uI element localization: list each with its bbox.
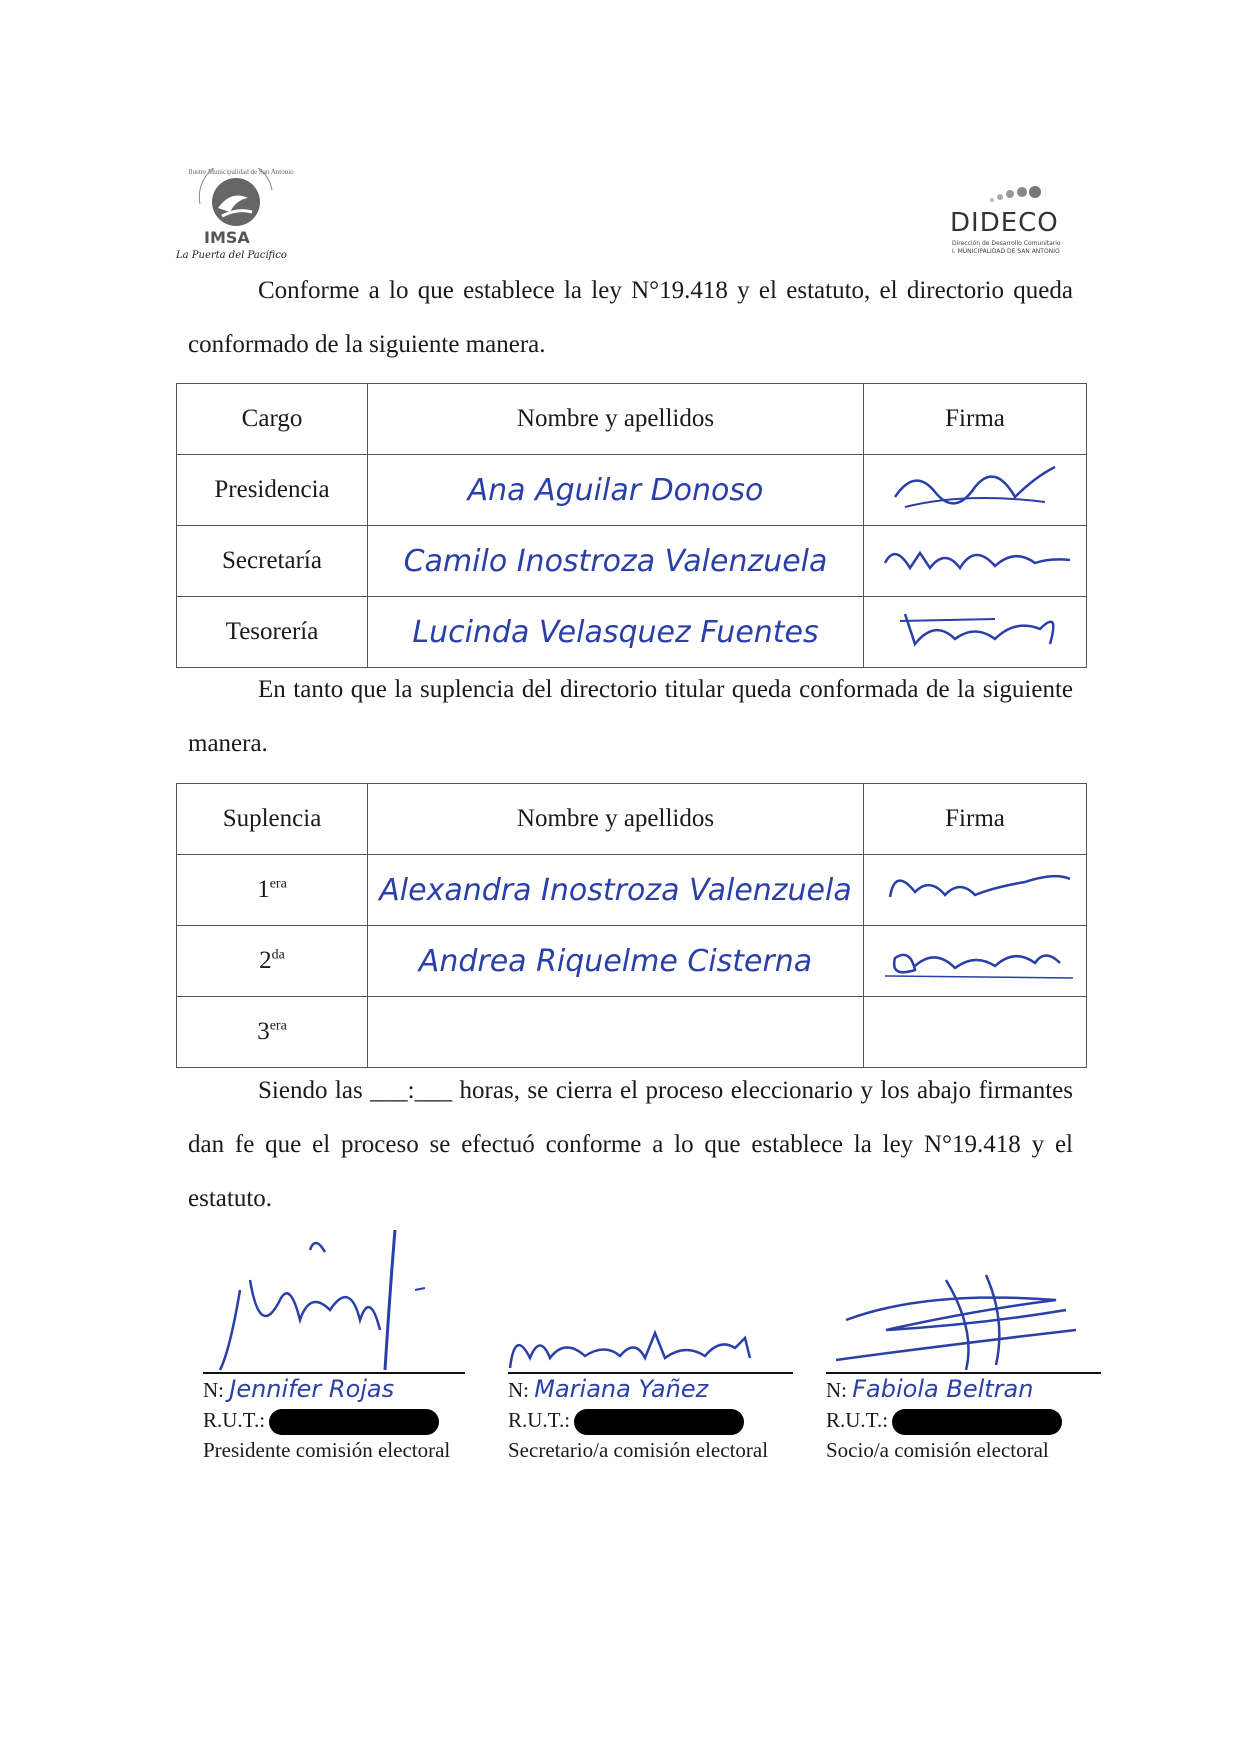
firma-cell	[864, 526, 1087, 597]
logo-name: IMSA	[204, 228, 250, 247]
signature-icon	[875, 928, 1075, 988]
dideco-name: DIDECO	[950, 208, 1059, 238]
firma-cell	[864, 855, 1087, 926]
firmante-name: Mariana Yañez	[534, 1375, 709, 1403]
dideco-logo	[940, 182, 1075, 262]
nombre-cell	[368, 855, 864, 926]
signature-icon	[875, 857, 1075, 917]
handwritten-name: Andrea Riquelme Cisterna	[418, 943, 813, 979]
redacted-rut	[574, 1409, 744, 1435]
ordinal-number: 1	[257, 876, 270, 903]
handwritten-name: Ana Aguilar Donoso	[467, 472, 764, 508]
firmante-socio	[826, 1372, 1101, 1465]
suplencia-num-cell	[177, 997, 368, 1068]
suplencia-num-cell	[177, 926, 368, 997]
signature-icon	[875, 528, 1075, 588]
signature-icon	[875, 457, 1075, 517]
firma-cell	[864, 997, 1087, 1068]
table-row	[177, 455, 1087, 526]
handwritten-name: Camilo Inostroza Valenzuela	[403, 543, 828, 579]
header-nombre: Nombre y apellidos	[368, 384, 864, 455]
handwritten-name: Alexandra Inostroza Valenzuela	[379, 872, 852, 908]
logo-arc-text: Ilustre Municipalidad de San Antonio	[188, 168, 294, 176]
header-suplencia: Suplencia	[177, 784, 368, 855]
n-label: N:	[826, 1378, 847, 1402]
firmante-role: Socio/a comisión electoral	[826, 1438, 1049, 1463]
header-nombre: Nombre y apellidos	[368, 784, 864, 855]
table-row	[177, 997, 1087, 1068]
table-row	[177, 926, 1087, 997]
paragraph-cierre	[188, 1064, 1073, 1226]
paragraph-text: En tanto que la suplencia del directorio titular queda conformada de la siguiente manera.	[188, 676, 1073, 757]
firma-cell	[864, 926, 1087, 997]
suplencia-num-cell	[177, 855, 368, 926]
cargo-cell: Presidencia	[177, 455, 368, 526]
firma-cell	[864, 455, 1087, 526]
redacted-rut	[892, 1409, 1062, 1435]
suplencia-table	[176, 783, 1087, 1068]
ordinal-suffix: era	[269, 876, 287, 892]
paragraph-text: Siendo las ___:___ horas, se cierra el proceso eleccionario y los abajo firmantes dan fe que el proceso se efectuó conforme a lo que establece la ley N°19.418 y el estatuto.	[188, 1077, 1073, 1212]
dideco-sub1: Dirección de Desarrollo Comunitario	[952, 240, 1061, 247]
nombre-cell	[368, 455, 864, 526]
table-row	[177, 526, 1087, 597]
table-row	[177, 597, 1087, 668]
n-label: N:	[508, 1378, 529, 1402]
rut-label: R.U.T.:	[508, 1408, 571, 1432]
table-header-row	[177, 384, 1087, 455]
header-cargo: Cargo	[177, 384, 368, 455]
directorio-table	[176, 383, 1087, 668]
nombre-cell	[368, 597, 864, 668]
firmante-role: Presidente comisión electoral	[203, 1438, 451, 1463]
dideco-sub2: I. MUNICIPALIDAD DE SAN ANTONIO	[952, 248, 1060, 255]
firmante-presidente	[203, 1372, 465, 1465]
cargo-cell: Secretaría	[177, 526, 368, 597]
firma-cell	[864, 597, 1087, 668]
handwritten-name: Lucinda Velasquez Fuentes	[412, 614, 819, 650]
ordinal-number: 3	[257, 1018, 270, 1045]
paragraph-text: Conforme a lo que establece la ley N°19.418 y el estatuto, el directorio queda conformado de la siguiente manera.	[188, 277, 1073, 358]
redacted-rut	[269, 1409, 439, 1435]
firmante-secretario	[508, 1372, 793, 1465]
ordinal-suffix: era	[269, 1018, 287, 1034]
nombre-cell	[368, 997, 864, 1068]
header-firma: Firma	[864, 784, 1087, 855]
nombre-cell	[368, 926, 864, 997]
rut-label: R.U.T.:	[826, 1408, 889, 1432]
nombre-cell	[368, 526, 864, 597]
ordinal-number: 2	[259, 947, 272, 974]
ordinal-suffix: da	[271, 947, 285, 963]
signature-socio-icon	[826, 1270, 1101, 1375]
table-row	[177, 855, 1087, 926]
signature-secretary-icon	[505, 1318, 765, 1373]
table-header-row	[177, 784, 1087, 855]
cargo-cell: Tesorería	[177, 597, 368, 668]
rut-label: R.U.T.:	[203, 1408, 266, 1432]
firmante-name: Jennifer Rojas	[229, 1375, 395, 1403]
n-label: N:	[203, 1378, 224, 1402]
logo-tagline: La Puerta del Pacífico	[176, 250, 287, 261]
signature-president-icon	[200, 1230, 470, 1375]
signature-icon	[875, 599, 1075, 659]
header-firma: Firma	[864, 384, 1087, 455]
imsa-logo	[176, 168, 296, 268]
firmante-name: Fabiola Beltran	[852, 1375, 1034, 1403]
paragraph-directorio	[188, 264, 1073, 372]
paragraph-suplencia	[188, 663, 1073, 771]
firmante-role: Secretario/a comisión electoral	[508, 1438, 769, 1463]
